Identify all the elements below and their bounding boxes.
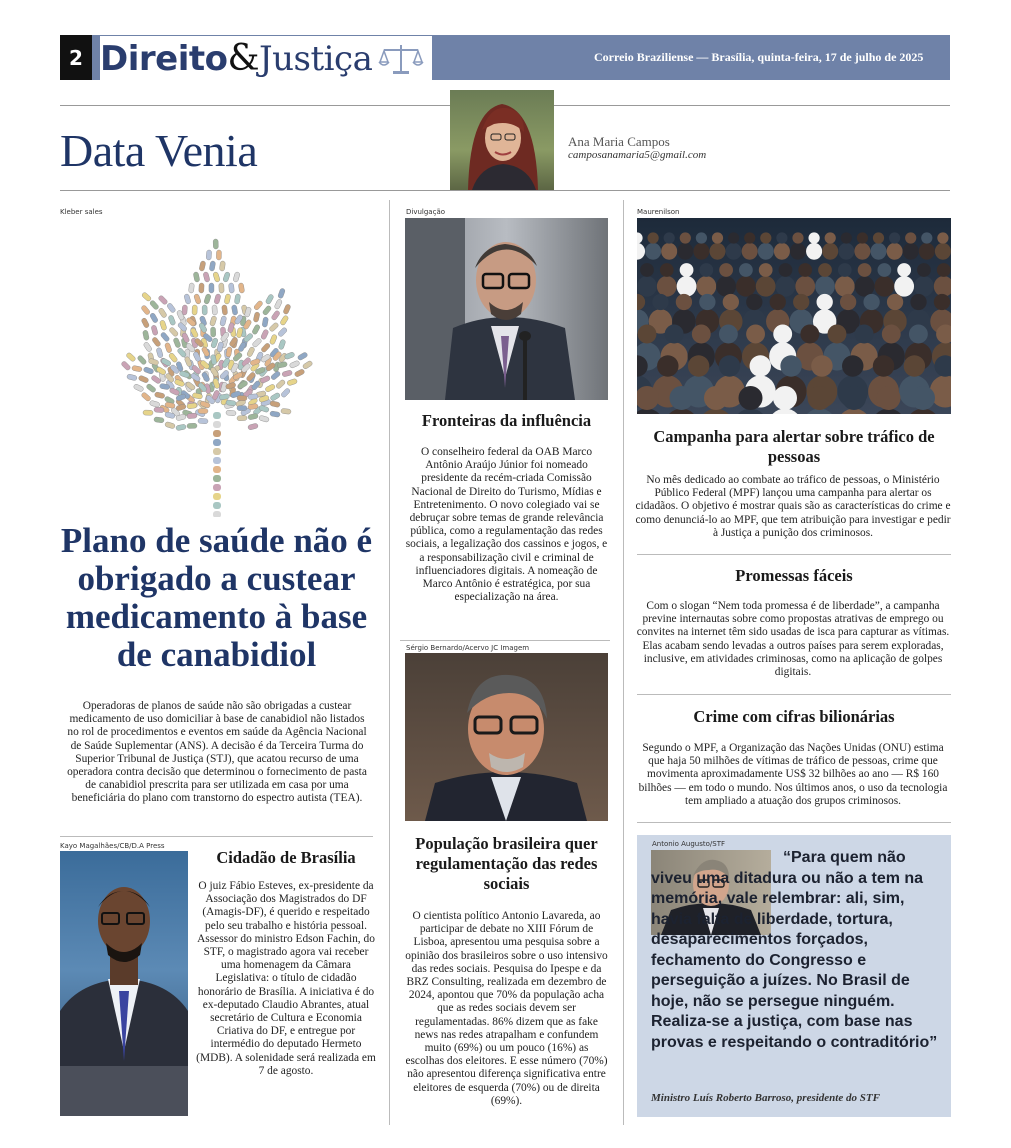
pill-shape: [154, 417, 165, 423]
pill-shape: [160, 331, 170, 342]
crime-body: Segundo o MPF, a Organização das Nações Unidas (ONU) estima que haja 50 milhões de vítimas de tráfico de pessoas, crime que movimenta aproximadamente US$ 32 bilhões ao ano — R$ 160 bilhões — em todo o mundo. Nos últimos anos, o uso da tecnologia tem ampliado a atuação dos grupos criminosos.: [638, 742, 948, 807]
crowd-figure: [716, 263, 736, 297]
crowd-figure: [637, 263, 657, 297]
pill-shape: [168, 315, 176, 326]
crowd-figure: [677, 263, 697, 297]
pill-shape: [219, 261, 225, 272]
pill-shape: [156, 347, 164, 358]
cannabis-pills-image: [62, 212, 372, 517]
pill-shape: [226, 410, 236, 416]
pill-shape: [260, 329, 269, 340]
pill-shape: [270, 401, 281, 408]
pill-shape: [270, 370, 281, 380]
pill-shape: [213, 475, 221, 482]
pill-shape: [237, 415, 247, 421]
populacao-body: O cientista político Antonio Lavareda, ao participar de debate no XIII Fórum de Lisboa, apresentou uma pesquisa sobre a opinião dos brasileiros sobre o uso intensivo das redes sociais. Pesquisa do Ipespe e da BRZ Consulting, realizada em dezembro de 2024, apontou que 70% da população acha que as redes sociais devem ser regulamentadas. 86% dizem que as fake news nas redes atrapalham e confundem muito (69%) ou um pouco (16%) as escolhas dos eleitores. E esse número (70%) não apresentou diferença significativa entre eleitores de esquerda (70%) ou de direita (69%).: [405, 910, 608, 1107]
section-title-amp: &: [227, 38, 260, 79]
pill-shape: [203, 272, 210, 283]
pill-shape: [213, 457, 221, 464]
crowd-figure: [790, 232, 806, 259]
pill-shape: [287, 378, 298, 386]
pill-shape: [253, 312, 260, 323]
crowd-figure: [874, 263, 894, 297]
pill-shape: [270, 392, 281, 401]
crowd-figure: [795, 263, 815, 297]
crowd-figure: [677, 232, 693, 259]
pill-shape: [213, 430, 221, 437]
divider: [400, 640, 610, 641]
pill-shape: [121, 360, 132, 371]
pill-shape: [213, 421, 221, 428]
crowd-figure: [894, 263, 914, 297]
pill-shape: [141, 317, 150, 328]
pill-shape: [271, 310, 281, 321]
pill-shape: [253, 300, 263, 311]
pill-shape: [151, 336, 161, 347]
column-author: Ana Maria Campos: [568, 134, 670, 149]
pill-shape: [209, 283, 214, 293]
pill-shape: [213, 271, 221, 282]
pill-shape: [149, 300, 159, 311]
crowd-figure: [758, 232, 774, 259]
pill-shape: [209, 261, 216, 272]
pill-shape: [233, 272, 241, 283]
pill-shape: [270, 411, 281, 418]
pill-shape: [231, 305, 238, 316]
pill-shape: [269, 322, 280, 332]
column-divider: [623, 200, 624, 1125]
cidadao-body: O juiz Fábio Esteves, ex-presidente da Associação dos Magistrados do DF (Amagis-DF), é querido e respeitado pelo seu trabalho e história pessoal. Assessor do ministro Edson Fachin, do STF, o magistrado agora vai receber uma homenagem da Câmara Legislativa: o título de cidadão honorário de Brasília. A iniciativa é do ex-deputado Claudio Abrantes, atual secretário de Cultura e Economia Criativa do DF, e entregue por intermédio do deputado Hermeto (MDB). A solenidade será realizada em 7 de agosto.: [196, 880, 376, 1077]
pill-shape: [141, 305, 151, 316]
pill-shape: [199, 261, 206, 272]
lead-headline: Plano de saúde não é obrigado a custear medicamento à base de canabidiol: [60, 521, 373, 674]
pill-shape: [252, 337, 263, 348]
crowd-figure: [661, 232, 677, 259]
crowd-figure: [822, 232, 838, 259]
pill-shape: [294, 369, 305, 378]
promessas-headline: Promessas fáceis: [735, 566, 853, 585]
pill-shape: [280, 315, 290, 326]
pill-shape: [210, 327, 215, 337]
pill-shape: [132, 365, 143, 372]
pill-shape: [146, 383, 157, 393]
pill-shape: [151, 325, 158, 336]
crowd-figure: [903, 232, 919, 259]
pill-shape: [280, 388, 291, 399]
column-email[interactable]: camposanamaria5@gmail.com: [568, 149, 707, 161]
pill-shape: [142, 330, 149, 341]
judge-photo: [60, 851, 188, 1116]
pill-shape: [149, 312, 158, 323]
crowd-figure: [693, 232, 709, 259]
crowd-figure: [696, 263, 716, 297]
crowd-figure: [835, 263, 855, 297]
crowd-figure: [887, 232, 903, 259]
populacao-headline: População brasileira quer regulamentação das redes sociais: [415, 834, 598, 893]
pill-shape: [248, 394, 258, 400]
pill-shape: [223, 271, 231, 282]
quote-attribution: Ministro Luís Roberto Barroso, presidente do STF: [651, 1092, 880, 1104]
divider: [637, 554, 951, 555]
pill-shape: [133, 383, 144, 392]
pill-shape: [202, 305, 207, 315]
pill-shape: [246, 346, 255, 357]
pill-shape: [248, 423, 259, 430]
pill-shape: [143, 366, 154, 374]
pill-shape: [138, 375, 149, 384]
crowd-illustration: [637, 218, 951, 414]
pill-shape: [213, 493, 221, 500]
crowd-figure: [815, 263, 835, 297]
pill-shape: [154, 407, 164, 413]
pill-shape: [164, 421, 175, 429]
pill-shape: [141, 292, 152, 302]
photo-credit: Antonio Augusto/STF: [652, 840, 726, 848]
pill-shape: [246, 371, 256, 382]
pill-shape: [220, 316, 227, 327]
crowd-figure: [637, 232, 645, 259]
marco-antonio-photo: [405, 218, 608, 400]
section-title-justica: Justiça: [259, 38, 373, 79]
pill-shape: [222, 305, 228, 316]
pill-shape: [274, 299, 283, 310]
pill-shape: [126, 352, 137, 362]
pill-shape: [198, 408, 208, 413]
pill-shape: [213, 511, 221, 517]
crowd-figure: [774, 232, 790, 259]
pill-shape: [193, 272, 200, 283]
pill-shape: [198, 418, 208, 424]
column-divider: [389, 200, 390, 1125]
pill-shape: [213, 448, 221, 455]
author-photo: [450, 90, 554, 190]
pill-shape: [217, 341, 224, 352]
pill-shape: [187, 413, 197, 419]
pill-shape: [137, 355, 147, 366]
pill-shape: [224, 294, 231, 305]
page-number: 2: [60, 35, 92, 80]
section-title-direito: Direito: [100, 38, 228, 79]
crowd-figure: [657, 263, 677, 297]
pill-shape: [219, 283, 225, 293]
pill-shape: [148, 358, 159, 366]
campanha-body: No mês dedicado ao combate ao tráfico de pessoas, o Ministério Público Federal (MPF) lançou uma campanha para alertar os cidadãos. O objetivo é mostrar quais são as características do crime e como denunciá-lo ao MPF, que tem atribuição para investigar e pedir à Justiça a punição dos criminosos.: [635, 474, 951, 539]
pill-shape: [275, 379, 286, 389]
pill-shape: [201, 371, 210, 382]
quote-text: “Para quem não viveu uma ditadura ou não a tem na memória, vale relembrar: ali, sim, havia falta de liberdade, tortura, desaparecimentos forçados, fechamento do Congresso e perseguição a juízes. No Brasil de hoje, não se persegue ninguém. Realiza-se a justiça, com base nas provas e respeitando o contraditório”: [651, 849, 938, 1051]
pill-shape: [248, 413, 259, 420]
photo-credit: Maurenilson: [637, 208, 680, 216]
pill-shape: [283, 304, 292, 315]
pill-shape: [141, 392, 152, 402]
campanha-headline: Campanha para alertar sobre tráfico de pessoas: [653, 427, 935, 466]
pill-shape: [277, 288, 285, 299]
pill-shape: [176, 424, 187, 431]
pill-shape: [297, 352, 308, 361]
pill-shape: [188, 283, 194, 293]
pill-shape: [199, 283, 205, 293]
pill-shape: [238, 283, 245, 294]
pill-shape: [262, 305, 272, 316]
pill-shape: [213, 239, 218, 249]
crowd-figure: [934, 263, 951, 297]
crowd-figure: [742, 232, 758, 259]
pill-shape: [216, 250, 221, 260]
crowd-figure: [855, 263, 875, 297]
crowd-figure: [756, 263, 776, 297]
pill-shape: [281, 408, 292, 414]
section-title: [100, 36, 432, 81]
pill-shape: [213, 466, 221, 473]
pill-shape: [277, 327, 288, 338]
divider: [637, 822, 951, 823]
pill-shape: [259, 415, 270, 423]
divider: [60, 190, 950, 191]
crowd-figure: [736, 263, 756, 297]
pill-shape: [237, 406, 247, 411]
pill-shape: [284, 352, 295, 360]
photo-credit: Divulgação: [406, 208, 446, 216]
photo-credit: Kayo Magalhães/CB/D.A Press: [60, 842, 165, 850]
promessas-body: Com o slogan “Nem toda promessa é de liberdade”, a campanha previne internautas sobre como propostas atrativas de emprego ou convites na internet têm sido usadas de isca para capturar as vítimas. Elas acabam sendo levadas a outros países para serem exploradas, inclusive, em atividades criminosas, como na aplicação de golpes digitais.: [636, 600, 950, 679]
pill-shape: [158, 307, 168, 318]
pill-shape: [262, 317, 269, 328]
pill-shape: [234, 294, 241, 305]
crowd-figure: [914, 263, 934, 297]
divider: [60, 836, 373, 837]
crowd-figure: [645, 232, 661, 259]
fronteiras-body: O conselheiro federal da OAB Marco Antônio Araújo Júnior foi nomeado presidente da recém-criada Comissão Nacional de Direito do Turismo, Mídias e Entretenimento. O novo colegiado vai se debruçar sobre temas de grande relevância pública, como a regulamentação das redes sociais, a legalização dos cassinos e jogos, e a responsabilização civil e criminal de influenciadores digitais. A nomeação de Marco Antônio é estratégica, por sua especialização na área.: [405, 446, 608, 604]
crowd-figure: [870, 232, 886, 259]
pill-shape: [143, 341, 153, 352]
scales-icon: [378, 42, 424, 76]
pill-shape: [149, 400, 160, 408]
pill-shape: [204, 293, 212, 304]
pill-shape: [192, 305, 197, 315]
pill-shape: [173, 337, 181, 348]
pill-shape: [251, 324, 260, 335]
pill-shape: [184, 294, 192, 305]
photo-credit: Sérgio Bernardo/Acervo JC Imagem: [406, 644, 530, 652]
pill-shape: [187, 423, 197, 428]
masthead: Correio Braziliense — Brasília, quinta-feira, 17 de julho de 2025: [594, 50, 924, 64]
pill-shape: [192, 351, 201, 362]
pill-shape: [213, 439, 221, 446]
pill-shape: [179, 370, 190, 378]
pill-shape: [159, 320, 167, 331]
crime-headline: Crime com cifras bilionárias: [693, 707, 895, 726]
pill-shape: [302, 360, 313, 370]
pill-shape: [278, 339, 286, 350]
pill-shape: [289, 360, 300, 369]
pill-shape: [164, 342, 172, 353]
pill-shape: [209, 315, 217, 326]
pill-shape: [168, 327, 178, 338]
crowd-figure: [709, 232, 725, 259]
pill-shape: [213, 502, 221, 509]
pill-shape: [269, 334, 277, 345]
pill-shape: [143, 410, 153, 415]
pill-shape: [214, 294, 221, 305]
lavareda-photo: [405, 653, 608, 821]
cidadao-headline: Cidadão de Brasília: [216, 848, 356, 867]
pill-shape: [282, 370, 293, 377]
crowd-figure: [776, 263, 796, 297]
pill-shape: [237, 395, 247, 401]
pill-shape: [265, 384, 276, 393]
pill-shape: [228, 283, 234, 293]
pill-shape: [126, 374, 137, 381]
crowd-figure: [935, 232, 951, 259]
crowd-figure: [726, 232, 742, 259]
column-title: Data Venia: [60, 125, 258, 176]
pill-shape: [213, 412, 221, 419]
pill-shape: [265, 294, 274, 305]
pill-shape: [206, 250, 212, 260]
crowd-figure: [806, 232, 822, 259]
pill-shape: [213, 484, 221, 491]
fronteiras-headline: Fronteiras da influência: [421, 411, 592, 430]
pill-shape: [260, 342, 270, 353]
pill-shape: [226, 347, 233, 358]
lead-body: Operadoras de planos de saúde não são obrigadas a custear medicamento de uso domiciliar à base de canabidiol não listados no rol de procedimentos e eventos em saúde da Agência Nacional de Saúde Suplementar (ANS). A decisão é da Terceira Turma do Superior Tribunal de Justiça (STJ), que acatou recurso de uma operadora contra decisão que determinou o fornecimento de pasta de canabidiol prescrita para ser utilizada em casa por uma beneficiária do plano com transtorno do espectro autista (TEA).: [67, 700, 367, 805]
photo-credit: Kleber sales: [60, 208, 103, 216]
crowd-figure: [854, 232, 870, 259]
pill-shape: [166, 302, 176, 313]
pill-shape: [193, 293, 201, 304]
divider: [637, 694, 951, 695]
pill-shape: [158, 295, 169, 306]
crowd-figure: [919, 232, 935, 259]
pill-shape: [212, 305, 218, 315]
crowd-figure: [838, 232, 854, 259]
pill-shape: [154, 392, 165, 399]
